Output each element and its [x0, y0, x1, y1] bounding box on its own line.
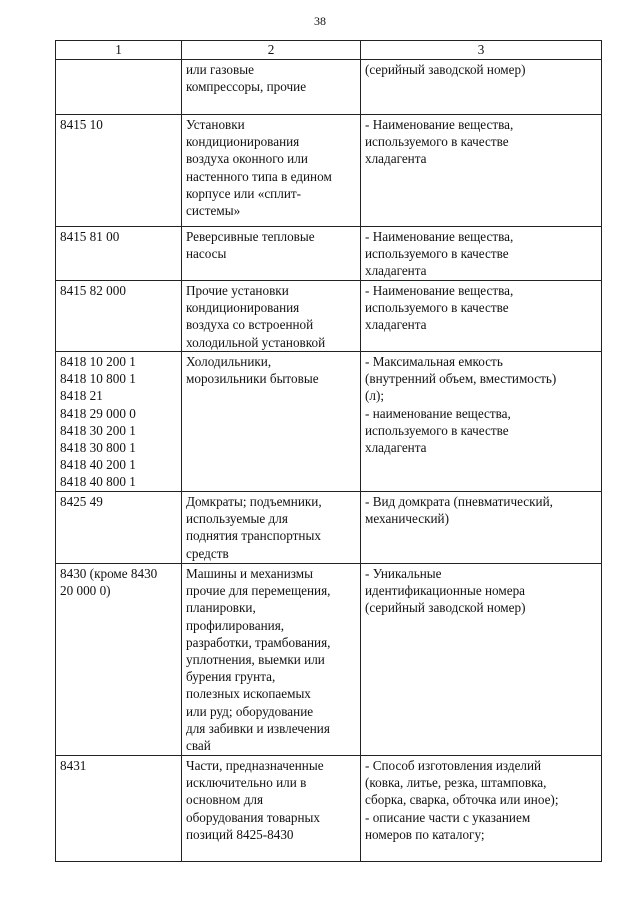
name-text: Домкраты; подъемники, используемые для поднятия транспортных средств [186, 494, 322, 561]
info-text: - Наименование вещества, используемого в качестве хладагента [365, 229, 514, 279]
code-text: 8425 49 [60, 494, 103, 509]
name-cell [182, 564, 361, 756]
info-text: - Способ изготовления изделий (ковка, литье, резка, штамповка, сборка, сварка, обточка или иное); - описание части с указанием номеров по каталогу; [365, 758, 559, 842]
table-row [56, 60, 602, 115]
info-text: - Уникальные идентификационные номера (серийный заводской номер) [365, 566, 526, 616]
name-cell [182, 352, 361, 492]
name-cell [182, 756, 361, 862]
table-row [56, 352, 602, 492]
code-cell [56, 115, 182, 227]
table-row [56, 756, 602, 862]
info-text: (серийный заводской номер) [365, 62, 526, 77]
info-cell [361, 227, 602, 281]
code-text: 8415 82 000 [60, 283, 126, 298]
name-cell [182, 281, 361, 352]
info-cell [361, 352, 602, 492]
code-cell [56, 352, 182, 492]
table-row [56, 492, 602, 564]
code-cell [56, 564, 182, 756]
table-row [56, 564, 602, 756]
info-text: - Наименование вещества, используемого в качестве хладагента [365, 117, 514, 167]
code-cell [56, 227, 182, 281]
code-cell [56, 60, 182, 115]
info-text: - Максимальная емкость (внутренний объем, вместимость) (л); - наименование вещества, используемого в качестве хладагента [365, 354, 557, 456]
table-row [56, 227, 602, 281]
name-text: Прочие установки кондиционирования воздуха со встроенной холодильной установкой [186, 283, 326, 350]
name-cell [182, 227, 361, 281]
column-header-2: 2 [182, 41, 361, 60]
code-text: 8430 (кроме 8430 20 000 0) [60, 566, 158, 599]
info-cell [361, 492, 602, 564]
code-cell [56, 756, 182, 862]
info-text: - Наименование вещества, используемого в качестве хладагента [365, 283, 514, 333]
table-row [56, 115, 602, 227]
code-text: 8415 81 00 [60, 229, 120, 244]
column-header-3: 3 [361, 41, 602, 60]
name-text: или газовые компрессоры, прочие [186, 62, 307, 95]
name-cell [182, 60, 361, 115]
name-text: Части, предназначенные исключительно или в основном для оборудования товарных позиций 8425-8430 [186, 758, 324, 842]
table-row [56, 281, 602, 352]
info-cell [361, 60, 602, 115]
name-text: Реверсивные тепловые насосы [186, 229, 315, 262]
name-text: Холодильники, морозильники бытовые [186, 354, 319, 387]
info-cell [361, 756, 602, 862]
code-cell [56, 492, 182, 564]
table-header-row [56, 41, 602, 60]
info-cell [361, 115, 602, 227]
info-cell [361, 564, 602, 756]
column-header-1: 1 [56, 41, 182, 60]
page-number: 38 [314, 14, 326, 28]
info-cell [361, 281, 602, 352]
name-cell [182, 492, 361, 564]
code-text: 8431 [60, 758, 87, 773]
code-cell [56, 281, 182, 352]
name-text: Машины и механизмы прочие для перемещения, планировки, профилирования, разработки, трамбования, уплотнения, выемки или бурения грунта, полезных ископаемых или руд; оборудование для забивки и извлечения свай [186, 566, 331, 754]
name-cell [182, 115, 361, 227]
name-text: Установки кондиционирования воздуха оконного или настенного типа в едином корпусе или «сплит- системы» [186, 117, 332, 219]
code-text: 8415 10 [60, 117, 103, 132]
info-text: - Вид домкрата (пневматический, механический) [365, 494, 553, 527]
code-text: 8418 10 200 1 8418 10 800 1 8418 21 8418 29 000 0 8418 30 200 1 8418 30 800 1 8418 40 200 1 8418 40 800 1 [60, 354, 136, 490]
codes-table [55, 40, 602, 862]
